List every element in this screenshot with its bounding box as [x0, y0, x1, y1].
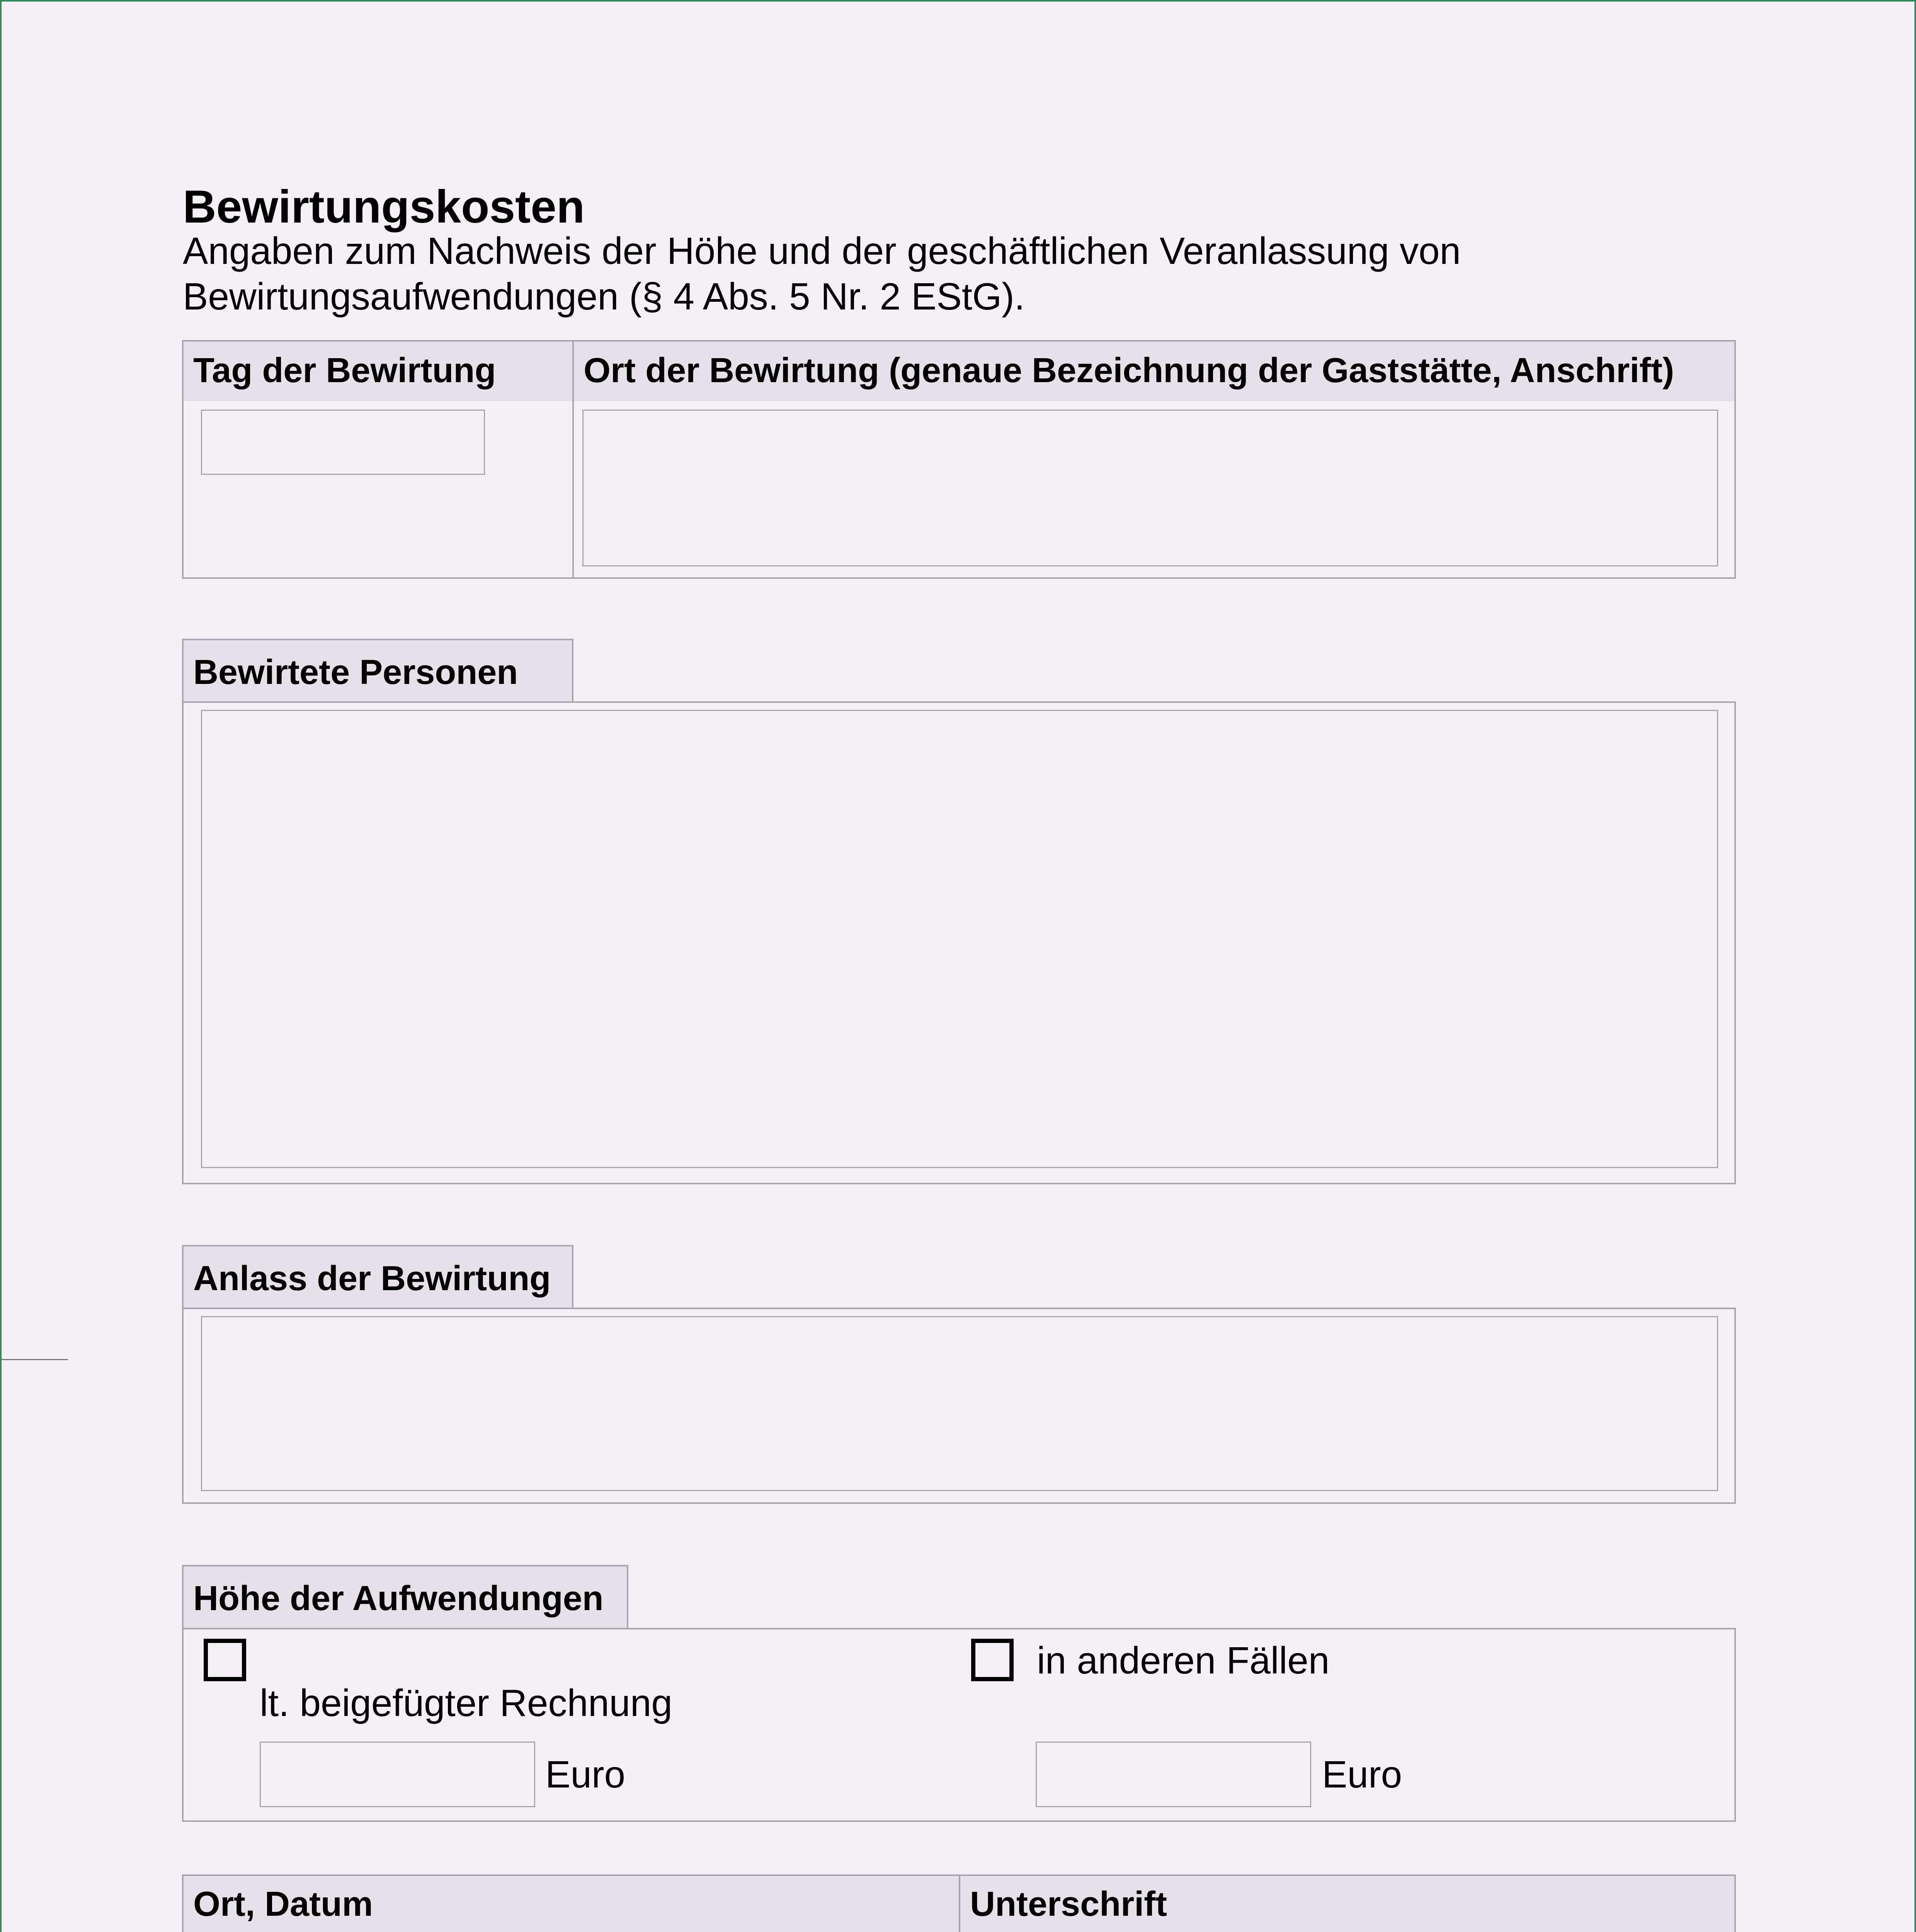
persons-section — [182, 701, 1736, 1184]
form-subtitle: Angaben zum Nachweis der Höhe und der geschäftlichen Veranlassung von Bewirtungsaufwendungen (§ 4 Abs. 5 Nr. 2 EStG). — [183, 230, 1461, 318]
place-date-label: Ort, Datum — [193, 1885, 373, 1923]
occasion-label: Anlass der Bewirtung — [193, 1259, 551, 1298]
amount-label: Höhe der Aufwendungen — [193, 1579, 604, 1618]
other-checkbox[interactable] — [971, 1639, 1014, 1681]
occasion-input[interactable] — [201, 1316, 1718, 1491]
other-amount-input[interactable] — [1036, 1742, 1311, 1807]
invoice-option-label: lt. beigefügter Rechnung — [260, 1682, 672, 1724]
other-currency-label: Euro — [1322, 1753, 1402, 1796]
amount-tab — [182, 1565, 628, 1629]
signature-label: Unterschrift — [970, 1885, 1167, 1923]
amount-section — [182, 1628, 1736, 1822]
invoice-checkbox[interactable] — [204, 1639, 246, 1681]
place-label: Ort der Bewirtung (genaue Bezeichnung der Gaststätte, Anschrift) — [584, 351, 1674, 390]
date-input[interactable] — [201, 410, 485, 475]
place-input[interactable] — [582, 410, 1718, 566]
persons-tab — [182, 639, 573, 703]
invoice-currency-label: Euro — [545, 1753, 626, 1796]
occasion-section — [182, 1308, 1736, 1504]
persons-label: Bewirtete Personen — [193, 653, 518, 692]
persons-input[interactable] — [201, 710, 1718, 1168]
date-label: Tag der Bewirtung — [193, 351, 496, 390]
other-option-label: in anderen Fällen — [1037, 1639, 1330, 1682]
occasion-tab — [182, 1245, 573, 1309]
form-title: Bewirtungskosten — [183, 181, 585, 233]
date-place-section — [182, 340, 1736, 579]
fold-mark — [2, 1359, 68, 1360]
invoice-amount-input[interactable] — [260, 1742, 535, 1807]
sign-section — [182, 1874, 1736, 1932]
